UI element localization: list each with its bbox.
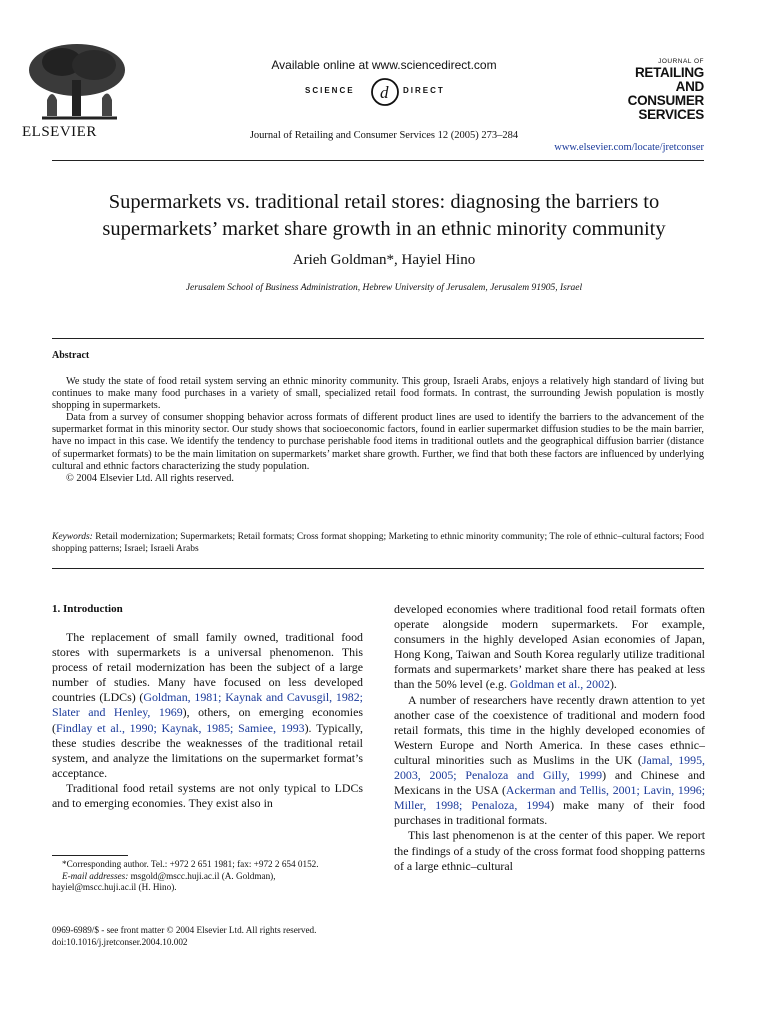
abstract-heading: Abstract — [52, 350, 90, 361]
citation-link[interactable]: Findlay et al., 1990; Kaynak, 1985; Samiee, 1993 — [55, 720, 305, 735]
footnote-corresponding: *Corresponding author. Tel.: +972 2 651 1981; fax: +972 2 654 0152. — [62, 859, 319, 869]
title-line: Supermarkets vs. traditional retail stores: diagnosing the barriers to — [108, 191, 660, 213]
keywords — [52, 532, 704, 555]
body-text: A number of researchers have recently drawn attention to yet another case of the coexistence of traditional and modern food retail formats, this time in the highly developed economies of Western Europe and North America. In these cases ethnic–cultural minorities such as Muslims in the UK ( — [394, 692, 705, 767]
journal-logo-line: RETAILING — [634, 65, 704, 80]
citation-link[interactable]: Ackerman and Tellis, 2001; Lavin, 1996; Miller, 1998; Penaloza, 1994 — [394, 783, 706, 813]
keywords-rule — [52, 568, 704, 569]
section-heading: 1. Introduction — [52, 603, 123, 615]
body-paragraph — [394, 693, 705, 829]
sd-right-text: DIRECT — [403, 86, 445, 95]
journal-logo-line: CONSUMER — [627, 93, 704, 108]
body-paragraph: Traditional food retail systems are not only typical to LDCs and to emerging economies. They exist also in — [52, 780, 363, 811]
body-text: developed economies where traditional food retail formats often operate alongside modern supermarkets. For example, consumers in the highly developed Asian economies of Japan, Hong Kong, Taiwan and South Korea regularly utilize traditional formats and supermarkets’ market share there has peaked at less than the 50% level (e.g. — [394, 602, 705, 692]
left-column — [52, 630, 363, 811]
journal-url-link[interactable]: www.elsevier.com/locate/jretconser — [554, 142, 704, 153]
right-column — [394, 602, 705, 874]
header-rule — [52, 160, 704, 161]
journal-logo-line: SERVICES — [638, 107, 704, 122]
front-matter — [52, 925, 392, 948]
sciencedirect-logo — [305, 76, 465, 108]
footnote-rule — [52, 855, 128, 856]
email-text: msgold@mscc.huji.ac.il (A. Goldman), — [128, 870, 276, 881]
journal-citation: Journal of Retailing and Consumer Services 12 (2005) 273–284 — [249, 130, 519, 141]
front-matter-line: 0969-6989/$ - see front matter © 2004 Elsevier Ltd. All rights reserved. — [52, 925, 317, 935]
footnote-email — [52, 871, 363, 883]
body-text: ) and Chinese and Mexicans in the USA ( — [394, 768, 705, 798]
abstract-paragraph: We study the state of food retail system serving an ethnic minority community. This group, Israeli Arabs, enjoys a relatively high standard of living but continues to make many food purchases in a variety of small, specialized retail food formats. In contrast, the surrounding Jewish population is mostly shopping in supermarkets. — [52, 376, 704, 412]
journal-logo-prefix: JOURNAL OF — [658, 58, 704, 65]
article-authors: Arieh Goldman*, Hayiel Hino — [292, 252, 476, 268]
footnote-email-2: hayiel@mscc.huji.ac.il (H. Hino). — [52, 882, 177, 893]
citation-link[interactable]: Goldman, 1981; Kaynak and Cavusgil, 1982; Slater and Henley, 1969 — [52, 690, 363, 720]
available-online-text: Available online at www.sciencedirect.com — [271, 58, 497, 72]
sd-left-text: SCIENCE — [305, 86, 355, 95]
body-text: ). Typically, these studies describe the weaknesses of the traditional retail system, and analyze the limitations on the supermarket format’s acceptance. — [52, 720, 364, 780]
body-paragraph: This last phenomenon is at the center of this paper. We report the findings of a study of the cross format food shopping patterns of a large ethnic–cultural — [394, 828, 705, 873]
title-line: supermarkets’ market share growth in an ethnic minority community — [102, 218, 666, 240]
journal-logo — [622, 58, 704, 122]
citation-link[interactable]: Goldman et al., 2002 — [509, 677, 610, 692]
abstract-paragraph: Data from a survey of consumer shopping behavior across formats of different product lines are used to identify the barriers to the advancement of the supermarket format in this minority sector. Our study shows that socioeconomic factors, found in earlier supermarket diffusion studies to be the main barrier, have no impact in this case. We identify the tendency to purchase perishable food items in traditional outlets and the geographical diffusion barrier (distance of supermarket formats) to be the main limitation on supermarkets’ market share growth. Further, we find that both these factors are influenced by underlying cultural and ethnic factors characterizing the study population. — [52, 412, 704, 472]
keywords-label: Keywords: — [52, 532, 93, 542]
doi-line: doi:10.1016/j.jretconser.2004.10.002 — [52, 936, 188, 947]
article-title — [40, 189, 728, 243]
keywords-text: Retail modernization; Supermarkets; Retail formats; Cross format shopping; Marketing to ethnic minority community; The role of ethnic–cultural factors; Food shopping patterns; Israel; Israeli Arabs — [52, 532, 704, 554]
abstract-paragraph: © 2004 Elsevier Ltd. All rights reserved. — [66, 472, 234, 484]
body-text: ). — [609, 677, 617, 692]
abstract-body — [52, 376, 704, 485]
body-paragraph — [52, 630, 363, 781]
publisher-name: ELSEVIER — [22, 124, 97, 140]
sciencedirect-at-icon — [369, 76, 401, 108]
citation-link[interactable]: Jamal, 1995, 2003, 2005; Penaloza and Gilly, 1999 — [394, 752, 705, 783]
body-text: ), others, on emerging economies ( — [52, 705, 363, 735]
body-text: The replacement of small family owned, traditional food stores with supermarkets is a universal phenomenon. This process of retail modernization has been the subject of a large number of studies. Many have focused on less developed countries (LDCs) ( — [52, 630, 363, 705]
body-paragraph — [394, 602, 705, 693]
author-affiliation: Jerusalem School of Business Administration, Hebrew University of Jerusalem, Jerusalem 91905, Israel — [185, 283, 583, 293]
email-label: E-mail addresses: — [62, 870, 129, 881]
abstract-rule — [52, 338, 704, 339]
footnote — [52, 859, 363, 894]
body-text: ) make many of their food purchases in traditional formats. — [394, 798, 705, 828]
journal-logo-line: AND — [675, 79, 704, 94]
svg-text:d: d — [380, 83, 389, 102]
